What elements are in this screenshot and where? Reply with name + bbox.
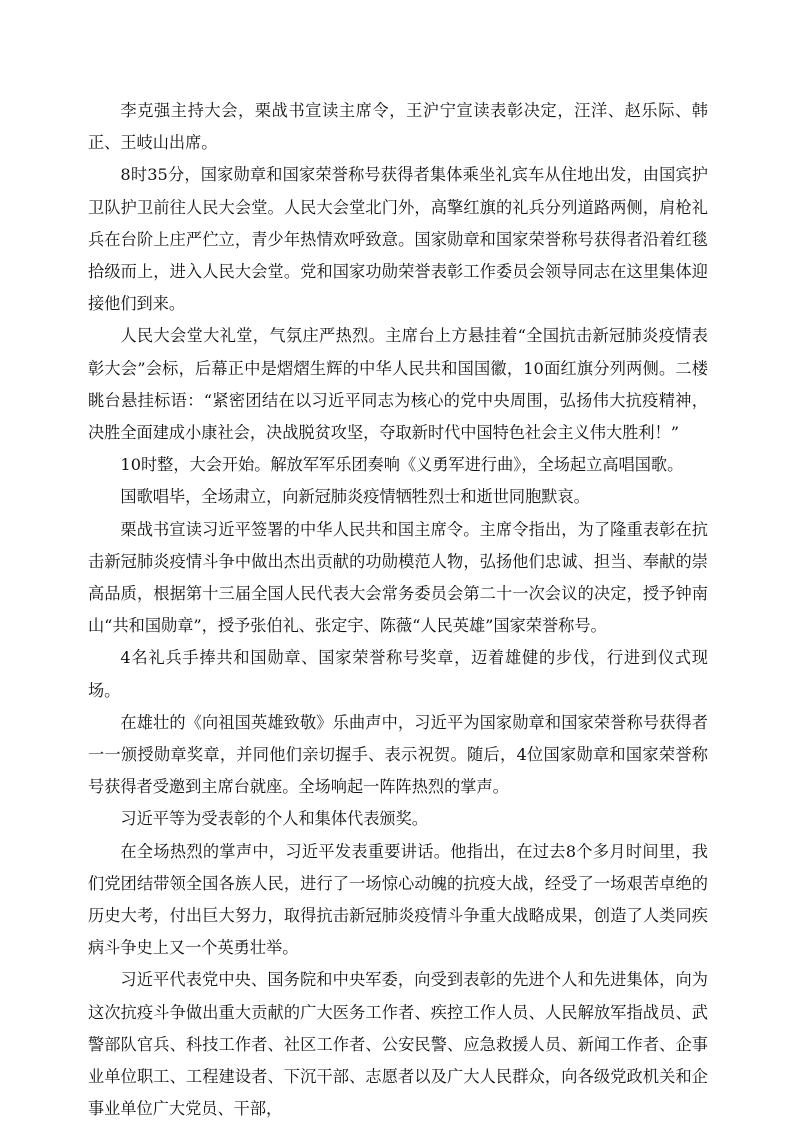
paragraph: 在雄壮的《向祖国英雄致敬》乐曲声中，习近平为国家勋章和国家荣誉称号获得者一一颁授勋章奖章，并同他们亲切握手、表示祝贺。随后，4位国家勋章和国家荣誉称号获得者受邀到主席台就座。全场响起一阵阵热烈的掌声。 — [88, 712, 708, 797]
article-body — [88, 95, 708, 1126]
paragraph: 4名礼兵手捧共和国勋章、国家荣誉称号奖章，迈着雄健的步伐，行进到仪式现场。 — [88, 648, 708, 700]
paragraph: 在全场热烈的掌声中，习近平发表重要讲话。他指出，在过去8个多月时间里，我们党团结带领全国各族人民，进行了一场惊心动魄的抗疫大战，经受了一场艰苦卓绝的历史大考，付出巨大努力，取得抗击新冠肺炎疫情斗争重大战略成果，创造了人类同疾病斗争史上又一个英勇壮举。 — [88, 841, 708, 958]
paragraph: 习近平代表党中央、国务院和中央军委，向受到表彰的先进个人和先进集体，向为这次抗疫斗争做出重大贡献的广大医务工作者、疾控工作人员、人民解放军指战员、武警部队官兵、科技工作者、社区工作者、公安民警、应急救援人员、新闻工作者、企事业单位职工、工程建设者、下沉干部、志愿者以及广大人民群众，向各级党政机关和企事业单位广大党员、干部， — [88, 970, 708, 1119]
paragraph: 人民大会堂大礼堂，气氛庄严热烈。主席台上方悬挂着“全国抗击新冠肺炎疫情表彰大会”会标，后幕正中是熠熠生辉的中华人民共和国国徽，10面红旗分列两侧。二楼眺台悬挂标语：“紧密团结在以习近平同志为核心的党中央周围，弘扬伟大抗疫精神，决胜全面建成小康社会，决战脱贫攻坚，夺取新时代中国特色社会主义伟大胜利！” — [88, 326, 708, 443]
paragraph: 李克强主持大会，栗战书宣读主席令，王沪宁宣读表彰决定，汪洋、赵乐际、韩正、王岐山出席。 — [88, 101, 708, 153]
paragraph: 栗战书宣读习近平签署的中华人民共和国主席令。主席令指出，为了隆重表彰在抗击新冠肺炎疫情斗争中做出杰出贡献的功勋模范人物，弘扬他们忠诚、担当、奉献的崇高品质，根据第十三届全国人民代表大会常务委员会第二十一次会议的决定，授予钟南山“共和国勋章”，授予张伯礼、张定宇、陈薇“人民英雄”国家荣誉称号。 — [88, 519, 708, 636]
paragraph: 8时35分，国家勋章和国家荣誉称号获得者集体乘坐礼宾车从住地出发，由国宾护卫队护卫前往人民大会堂。人民大会堂北门外，高擎红旗的礼兵分列道路两侧，肩枪礼兵在台阶上庄严伫立，青少年热情欢呼致意。国家勋章和国家荣誉称号获得者沿着红毯拾级而上，进入人民大会堂。党和国家功勋荣誉表彰工作委员会领导同志在这里集体迎接他们到来。 — [88, 165, 708, 314]
paragraph: 习近平等为受表彰的个人和集体代表颁奖。 — [120, 809, 428, 829]
paragraph: 国歌唱毕，全场肃立，向新冠肺炎疫情牺牲烈士和逝世同胞默哀。 — [120, 487, 590, 507]
paragraph: 10时整，大会开始。解放军军乐团奏响《义勇军进行曲》，全场起立高唱国歌。 — [120, 455, 684, 475]
